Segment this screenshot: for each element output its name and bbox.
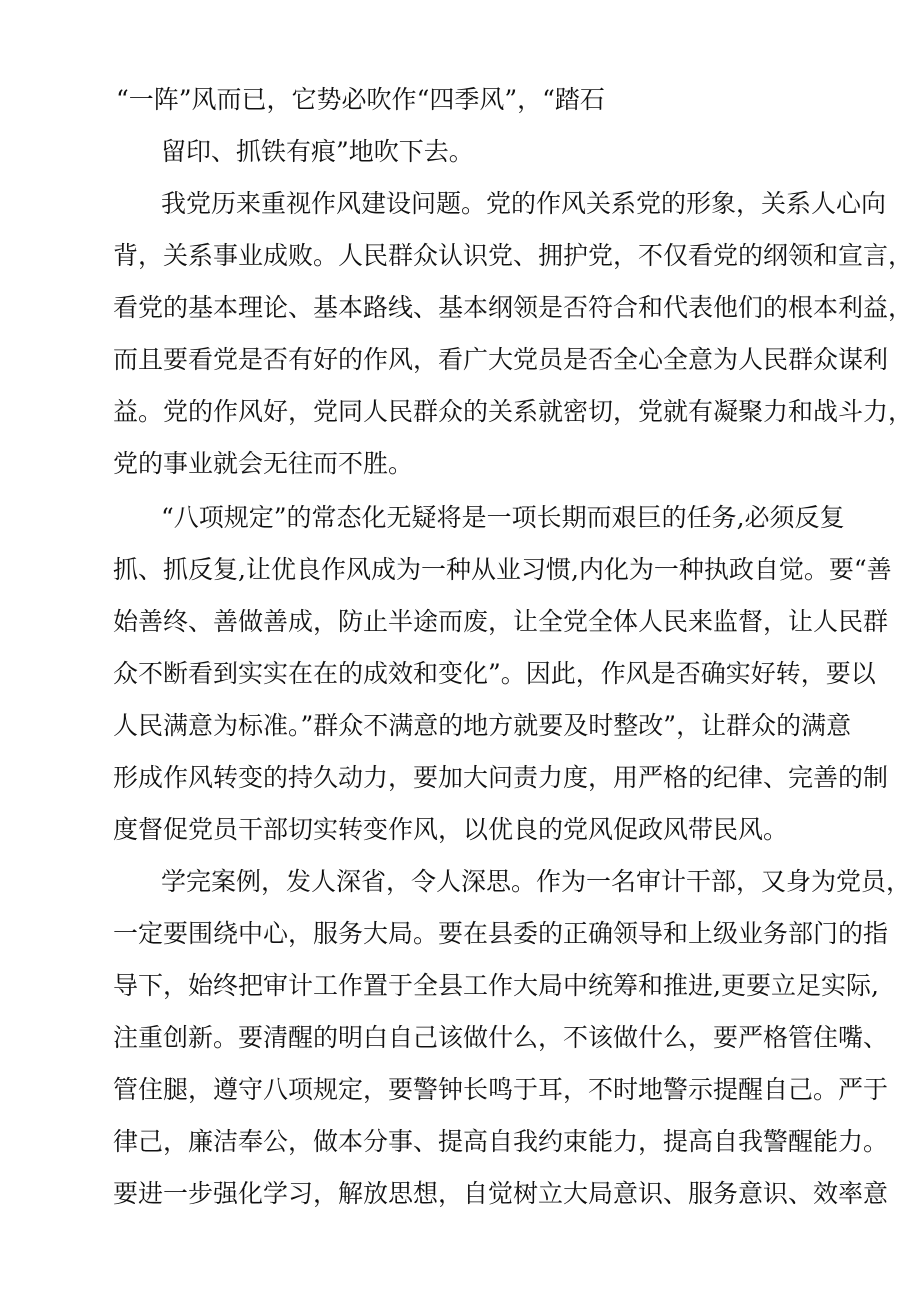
text-line: 形成作风转变的持久动力，要加大问责力度，用严格的纪律、完善的制 <box>113 763 889 792</box>
text-line: 益。党的作风好，党同人民群众的关系就密切，党就有凝聚力和战斗力， <box>113 397 914 426</box>
text-line: 律己，廉洁奉公，做本分事、提高自我约束能力，提高自我警醒能力。 <box>113 1127 889 1156</box>
text-line: 而且要看党是否有好的作风，看广大党员是否全心全意为人民群众谋利 <box>113 345 889 374</box>
text-line: 导下，始终把审计工作置于全县工作大局中统筹和推进,更要立足实际, <box>113 971 879 1000</box>
text-line: 众不断看到实实在在的成效和变化”。因此，作风是否确实好转，要以 <box>113 659 876 688</box>
text-line: 学完案例，发人深省，令人深思。作为一名审计干部，又身为党员， <box>161 867 912 896</box>
text-line: 党的事业就会无往而不胜。 <box>113 449 414 478</box>
text-line: 背，关系事业成败。人民群众认识党、拥护党，不仅看党的纲领和宣言， <box>113 241 914 270</box>
text-line: 一定要围绕中心，服务大局。要在县委的正确领导和上级业务部门的指 <box>113 919 889 948</box>
text-line: 我党历来重视作风建设问题。党的作风关系党的形象，关系人心向 <box>161 189 887 218</box>
text-line: 度督促党员干部切实转变作风，以优良的党风促政风带民风。 <box>113 815 789 844</box>
text-line: “一阵”风而已，它势必吹作“四季风”，“踏石 <box>116 85 605 114</box>
text-line: 看党的基本理论、基本路线、基本纲领是否符合和代表他们的根本利益， <box>113 293 914 322</box>
text-line: 人民满意为标准。”群众不满意的地方就要及时整改”，让群众的满意 <box>113 711 852 740</box>
text-line: 始善终、善做善成，防止半途而废，让全党全体人民来监督，让人民群 <box>113 607 889 636</box>
text-line: 抓、抓反复,让优良作风成为一种从业习惯,内化为一种执政自觉。要“善 <box>113 555 892 584</box>
text-line: 留印、抓铁有痕”地吹下去。 <box>161 137 474 166</box>
text-line: 注重创新。要清醒的明白自己该做什么，不该做什么，要严格管住嘴、 <box>113 1023 889 1052</box>
text-line: 管住腿，遵守八项规定，要警钟长鸣于耳，不时地警示提醒自己。严于 <box>113 1075 889 1104</box>
text-line: 要进一步强化学习，解放思想，自觉树立大局意识、服务意识、效率意 <box>113 1179 889 1208</box>
text-line: “八项规定”的常态化无疑将是一项长期而艰巨的任务,必须反复 <box>161 503 845 532</box>
